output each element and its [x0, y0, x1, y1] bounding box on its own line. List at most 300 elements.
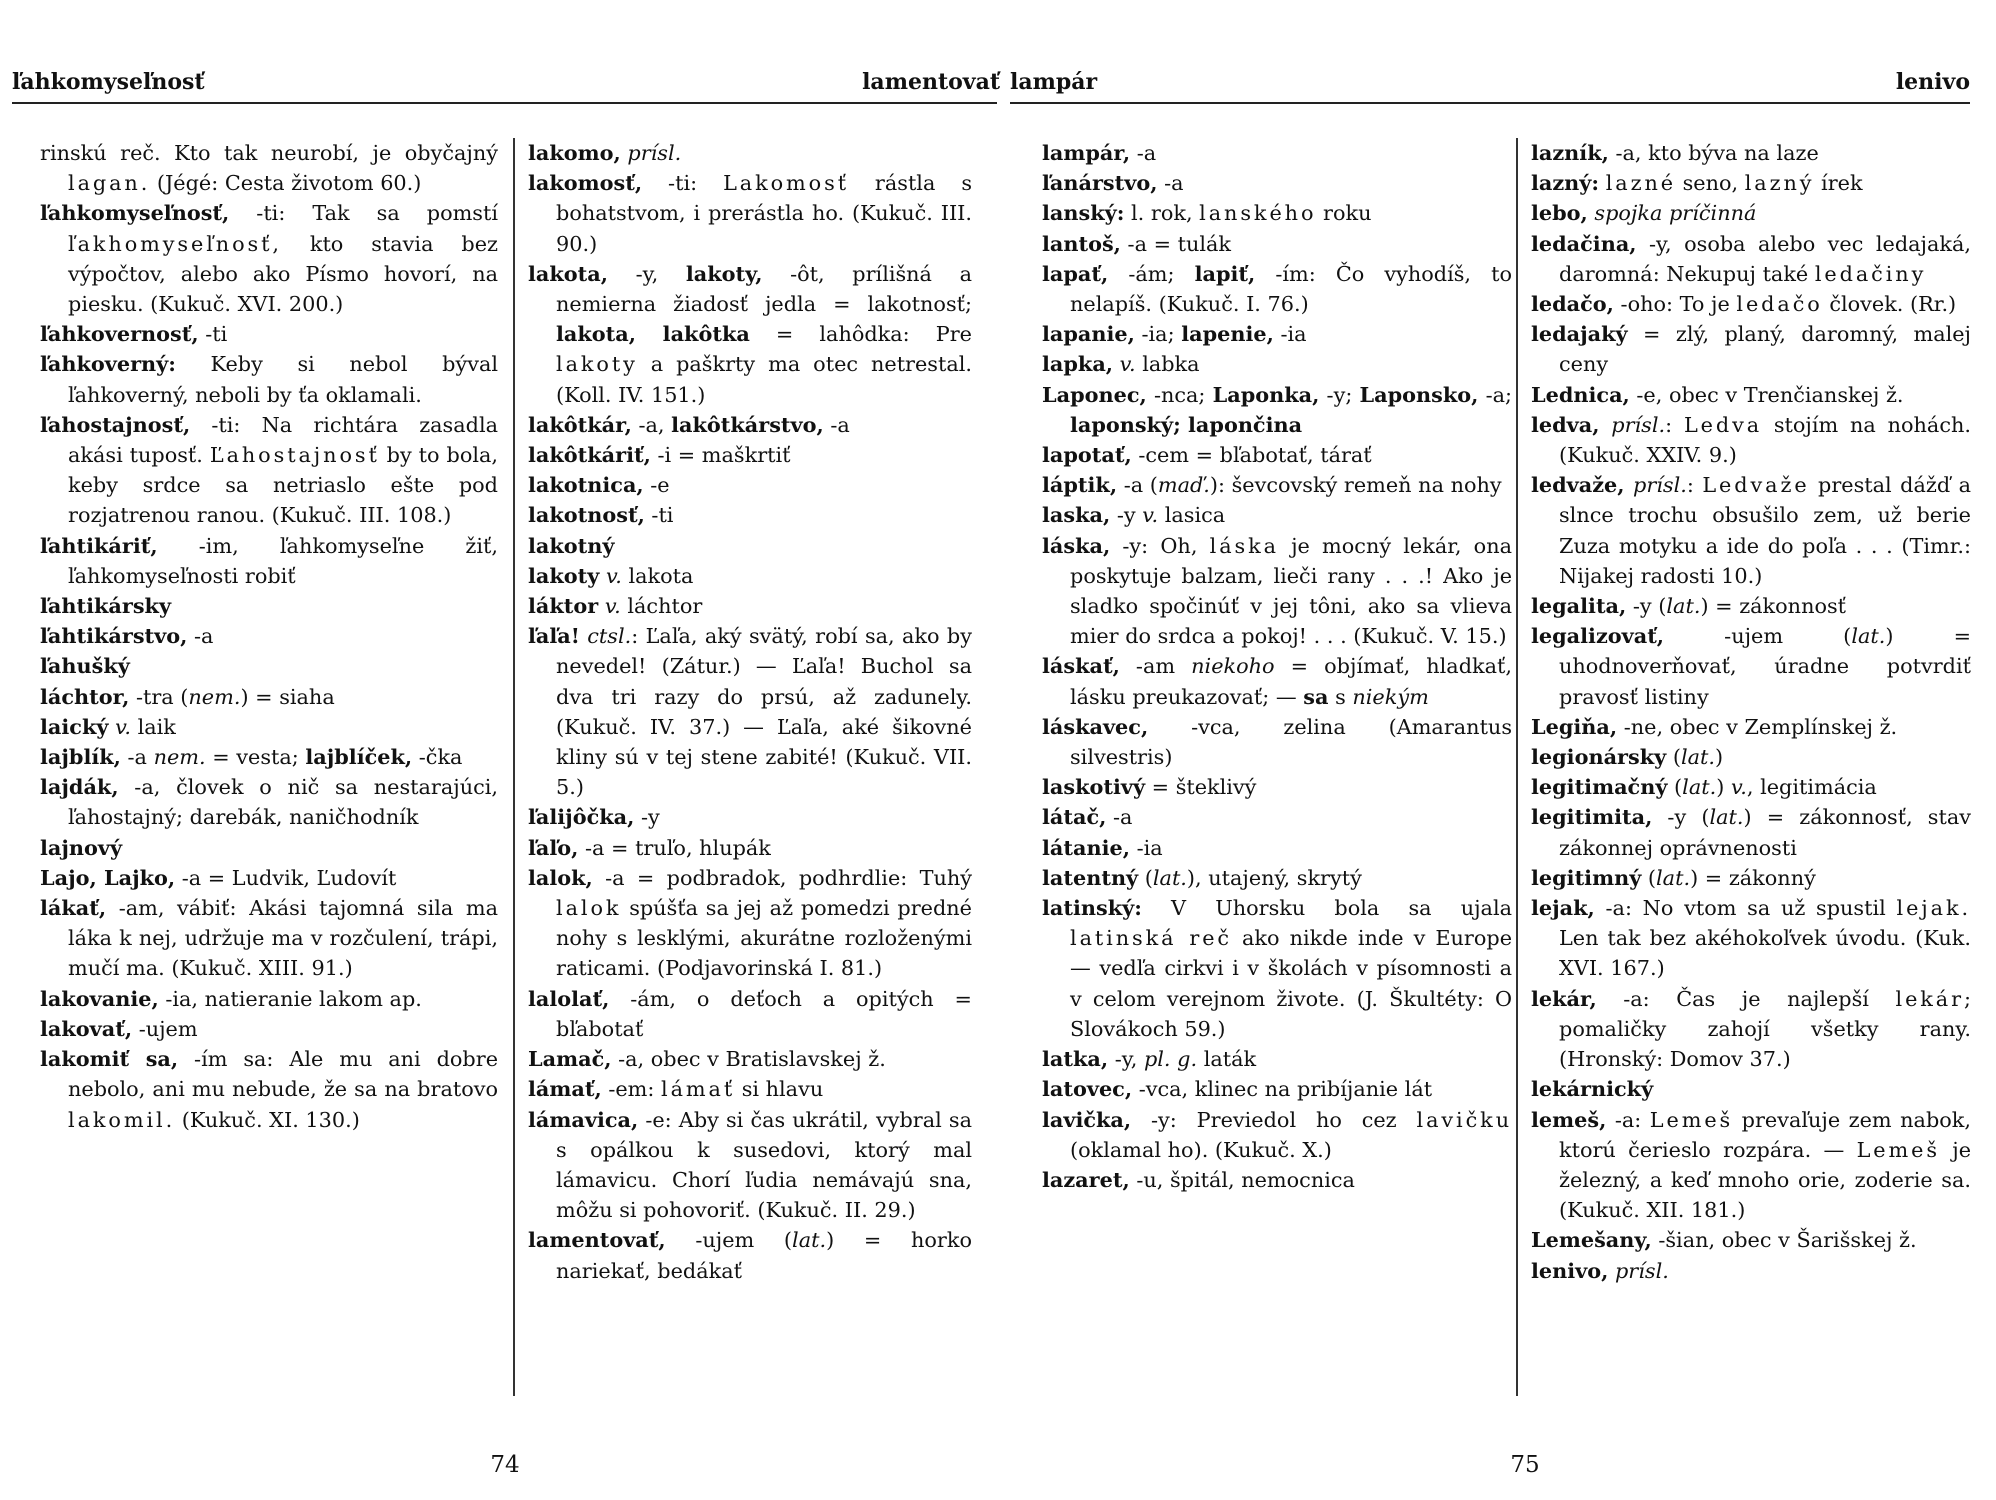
entry-text: l. rok, — [1124, 201, 1200, 226]
running-head-left: lampár — [1010, 69, 1098, 95]
entry-text: : — [1665, 412, 1684, 437]
entry-text: lakota — [621, 563, 694, 588]
dictionary-entry — [528, 138, 972, 168]
entry-text: -y — [1110, 503, 1143, 528]
entry-text: -y ( — [1652, 805, 1710, 830]
entry-grammar-label: lat. — [792, 1228, 827, 1253]
entry-headword: latinský: — [1042, 895, 1142, 921]
dictionary-entry — [528, 531, 972, 561]
entry-grammar-label: lat. — [1666, 594, 1701, 619]
entry-text: -y: Previedol ho cez — [1131, 1107, 1417, 1132]
entry-headword: lajdák, — [40, 774, 119, 800]
entry-headword: lákať, — [40, 895, 107, 921]
entry-subheadword: lakoty, — [685, 260, 763, 286]
entry-subheadword: lapenie, — [1181, 321, 1274, 347]
entry-headword: lantoš, — [1042, 230, 1121, 256]
entry-headword: lakotný — [528, 532, 615, 558]
entry-text: -ujem ( — [1664, 624, 1852, 649]
entry-headword: láktor — [528, 593, 599, 619]
entry-headword: latovec, — [1042, 1076, 1133, 1102]
entry-headword: lámať, — [528, 1076, 602, 1102]
entry-headword: lakota, — [528, 260, 608, 286]
entry-headword: Lajo, Lajko, — [40, 864, 176, 890]
entry-subheadword: sa — [1303, 683, 1329, 709]
entry-headword: legitimačný — [1531, 774, 1668, 800]
entry-headword: ledva, — [1531, 411, 1600, 437]
entry-example-spaced: lagan. — [68, 171, 151, 196]
entry-text — [1113, 352, 1120, 376]
entry-text: , legitimácia — [1746, 775, 1877, 800]
entry-text: rástla s bohatstvom, i prerástla ho. (Kukuč. III. 90.) — [556, 171, 972, 256]
entry-text: -y, — [1108, 1047, 1144, 1072]
dictionary-entry — [528, 561, 972, 591]
entry-headword: lajblík, — [40, 744, 121, 770]
dictionary-entry — [1042, 1074, 1512, 1104]
dictionary-entry — [1042, 440, 1512, 470]
entry-text: -tra ( — [129, 684, 189, 709]
dictionary-entry — [528, 168, 972, 259]
dictionary-entry — [1531, 380, 1971, 410]
entry-example-spaced: lanského — [1199, 201, 1317, 226]
entry-text: ) = zákonnosť, stav zákonnej oprávnenosti — [1559, 805, 1971, 860]
entry-text: -e, obec v Trenčianskej ž. — [1629, 382, 1904, 407]
entry-headword: Lamač, — [528, 1046, 612, 1072]
entry-headword: ľahkomyseľnosť, — [40, 200, 230, 226]
dictionary-column-left — [40, 138, 498, 1135]
dictionary-entry — [1042, 772, 1512, 802]
entry-text: -vca, klinec na pribíjanie lát — [1132, 1077, 1433, 1102]
entry-headword: legalita, — [1531, 593, 1627, 619]
entry-example-spaced: Lemeš — [1856, 1137, 1940, 1162]
entry-text — [1599, 413, 1611, 437]
dictionary-entry — [1531, 802, 1971, 862]
dictionary-entry — [1531, 1225, 1971, 1255]
entry-text: -a, — [631, 412, 672, 437]
entry-headword: lapať, — [1042, 260, 1109, 286]
entry-headword: Lednica, — [1531, 381, 1630, 407]
entry-headword: lanský: — [1042, 200, 1125, 226]
entry-text: -a — [1106, 805, 1133, 830]
dictionary-entry — [40, 319, 498, 349]
entry-headword: láptik, — [1042, 472, 1118, 498]
entry-headword: lakôtkáriť, — [528, 442, 651, 468]
entry-headword: lakomiť sa, — [40, 1046, 179, 1072]
dictionary-entry — [1531, 1074, 1971, 1104]
entry-text: -a — [1130, 141, 1157, 165]
entry-text: Keby si nebol býval ľahkoverný, neboli by ťa oklamali. — [68, 352, 498, 407]
entry-headword: ľahostajnosť, — [40, 411, 191, 437]
entry-headword: lampár, — [1042, 140, 1131, 165]
page-number: 74 — [490, 1452, 520, 1478]
entry-text — [1599, 171, 1606, 195]
entry-grammar-label: nem. — [153, 745, 206, 770]
entry-text — [599, 564, 606, 588]
entry-text: -y — [634, 805, 660, 830]
dictionary-entry — [528, 1074, 972, 1104]
entry-text: je železný, a keď mnoho orie, zoderie sa. (Kukuč. XII. 181.) — [1559, 1137, 1971, 1223]
dictionary-entry — [1531, 863, 1971, 893]
entry-example-spaced: lazné — [1605, 171, 1676, 196]
entry-headword: lámavica, — [528, 1106, 639, 1132]
entry-text: si hlavu — [735, 1077, 824, 1102]
entry-subheadword: lapiť, — [1194, 260, 1256, 286]
entry-text: -a = truľo, hlupák — [578, 835, 771, 860]
dictionary-entry — [1531, 470, 1971, 591]
entry-text: -a ( — [1117, 473, 1158, 498]
entry-text: stojím na nohách. (Kukuč. XXIV. 9.) — [1559, 412, 1971, 468]
entry-headword: lalolať, — [528, 985, 610, 1011]
entry-headword: ľahušký — [40, 653, 130, 679]
dictionary-entry — [1531, 984, 1971, 1075]
entry-text: a paškrty ma otec netrestal. (Koll. IV. 151.) — [556, 352, 972, 407]
entry-text: = objímať, hladkať, lásku preukazovať; — — [1070, 654, 1512, 709]
entry-text: = vesta; — [205, 745, 306, 770]
dictionary-entry — [1042, 712, 1512, 772]
dictionary-entry — [528, 1044, 972, 1074]
entry-text: ) = siaha — [240, 684, 335, 709]
dictionary-entry — [1042, 259, 1512, 319]
running-head-left: ľahkomyseľnosť — [12, 69, 205, 95]
entry-text: -a = tulák — [1120, 231, 1232, 256]
entry-example-spaced: ledačo — [1736, 292, 1823, 317]
entry-text: -a: — [1606, 1107, 1650, 1132]
entry-text: -a: Čas je najlepší — [1596, 986, 1896, 1011]
entry-headword: lenivo, — [1531, 1257, 1609, 1283]
entry-headword: lakotnosť, — [528, 502, 645, 528]
dictionary-entry — [1042, 1044, 1512, 1074]
entry-headword: ľahtikáriť, — [40, 532, 158, 558]
entry-grammar-label: niekým — [1352, 684, 1429, 709]
entry-grammar-label: prísl. — [627, 141, 682, 165]
entry-text: -a = Ludvik, Ľudovít — [175, 865, 397, 890]
dictionary-entry — [1042, 833, 1512, 863]
entry-text: -nca; — [1146, 382, 1213, 407]
entry-headword: lakovanie, — [40, 985, 159, 1011]
dictionary-entry — [1042, 349, 1512, 379]
dictionary-column-right — [528, 138, 972, 1286]
dictionary-entry — [40, 198, 498, 319]
header-rule — [12, 102, 997, 104]
entry-headword: lalok, — [528, 864, 593, 890]
entry-text: seno, — [1675, 171, 1745, 196]
entry-grammar-label: lat. — [1656, 865, 1691, 890]
entry-text: = šteklivý — [1145, 775, 1257, 800]
entry-example-spaced: lejak. — [1896, 896, 1971, 921]
entry-headword: lazaret, — [1042, 1166, 1130, 1192]
dictionary-entry — [40, 1044, 498, 1135]
dictionary-entry — [528, 259, 972, 410]
entry-headword: láskať, — [1042, 653, 1120, 679]
column-divider — [1516, 138, 1518, 1396]
entry-headword: láska, — [1042, 532, 1111, 558]
entry-text: -a — [187, 624, 214, 649]
dictionary-entry — [1531, 621, 1971, 712]
entry-text: -y ( — [1626, 594, 1667, 619]
dictionary-column-right — [1531, 138, 1971, 1286]
entry-headword: lekár, — [1531, 985, 1597, 1011]
entry-text: (Kukuč. XI. 130.) — [175, 1107, 360, 1132]
dictionary-entry — [528, 591, 972, 621]
entry-headword: lazný: — [1531, 170, 1600, 196]
entry-grammar-label: lat. — [1152, 865, 1187, 890]
dictionary-entry — [528, 833, 972, 863]
entry-headword: lazník, — [1531, 140, 1609, 165]
entry-text: ) = horko nariekať, bedákať — [556, 1228, 972, 1283]
dictionary-entry — [40, 712, 498, 742]
entry-text: -i = maškrtiť — [650, 443, 791, 468]
entry-text: -šian, obec v Šarišskej ž. — [1651, 1228, 1917, 1253]
entry-text: -a, obec v Bratislavskej ž. — [611, 1047, 886, 1072]
entry-headword: Laponec, — [1042, 381, 1147, 407]
dictionary-entry — [1531, 168, 1971, 198]
dictionary-entry — [40, 984, 498, 1014]
entry-headword: lakotnica, — [528, 472, 644, 498]
entry-grammar-label: nem. — [188, 684, 241, 709]
entry-headword: ľahtikárstvo, — [40, 623, 188, 649]
right-page — [1010, 0, 1996, 1500]
entry-text: : — [1686, 473, 1703, 498]
dictionary-entry — [1042, 138, 1512, 168]
entry-text: : Ľaľa, aký svätý, robí sa, ako by nevedel! (Zátur.) — Ľaľa! Buchol sa dva tri razy do prsú, až zadunely. (Kukuč. IV. 37.) — Ľaľa, aké šikovné kliny sú v tej stene zabité! (Kukuč. VII. 5.) — [556, 624, 972, 800]
entry-text: ( — [1138, 865, 1153, 890]
entry-text: Len tak bez akéhokoľvek úvodu. (Kuk. XVI. 167.) — [1559, 926, 1971, 981]
entry-text: -im, ľahkomyseľne žiť, ľahkomyseľnosti robiť — [68, 533, 498, 588]
entry-example-spaced: láska — [1209, 533, 1279, 558]
entry-grammar-label: lat. — [1682, 775, 1717, 800]
dictionary-entry — [40, 410, 498, 531]
entry-text: laik — [130, 714, 176, 739]
entry-text: -em: — [601, 1077, 661, 1102]
entry-text: -ti: Na richtára zasadla akási tuposť. — [68, 412, 498, 468]
entry-text: -ia — [1273, 322, 1307, 347]
entry-text: s — [1328, 684, 1353, 709]
entry-headword: lavička, — [1042, 1106, 1132, 1132]
dictionary-entry — [1042, 1165, 1512, 1195]
entry-example-spaced: ľakhomyseľnosť, — [68, 231, 282, 256]
entry-text: -ia, natieranie lakom ap. — [158, 986, 422, 1011]
entry-text: -a, kto býva na laze — [1608, 141, 1819, 165]
dictionary-entry — [1531, 591, 1971, 621]
entry-text: je mocný lekár, ona poskytuje balzam, lieči rany . . .! Ako je sladko spočinúť v jej tôni, ako sa vlieva mier do srdca a pokoj! . . . (Kukuč. V. 15.) — [1070, 533, 1512, 649]
entry-text: -ôt, prílišná a nemierna žiadosť jedla = lakotnosť; — [556, 261, 972, 317]
entry-headword: legionársky — [1531, 744, 1667, 770]
dictionary-entry — [1042, 198, 1512, 228]
entry-headword: lekárnický — [1531, 1076, 1654, 1102]
entry-text: prestal dážď a slnce trochu obsušilo zem, už berie Zuza motyku a ide do poľa . . . (Timr.: Nijakej radosti 10.) — [1559, 473, 1971, 588]
entry-headword: ľahkovernosť, — [40, 321, 199, 347]
dictionary-entry — [528, 470, 972, 500]
dictionary-entry — [40, 1014, 498, 1044]
entry-text: ) — [1716, 775, 1731, 800]
entry-headword: lajnový — [40, 834, 123, 860]
dictionary-entry — [40, 531, 498, 591]
running-head-right: lenivo — [1895, 69, 1970, 95]
dictionary-column-left — [1042, 138, 1512, 1195]
dictionary-entry — [528, 440, 972, 470]
entry-headword: ľaľa! — [528, 623, 580, 649]
dictionary-entry — [528, 863, 972, 984]
entry-text: -ám; — [1108, 261, 1195, 286]
entry-text: človek. (Rr.) — [1822, 292, 1957, 317]
dictionary-entry — [40, 863, 498, 893]
entry-grammar-label: prísl. — [1633, 473, 1687, 498]
entry-headword: lakomosť, — [528, 170, 643, 196]
entry-text: -ti — [644, 503, 674, 528]
entry-headword: látač, — [1042, 804, 1107, 830]
running-head-right: lamentovať — [862, 69, 1000, 95]
entry-grammar-label: pl. g. — [1143, 1047, 1198, 1072]
entry-text: ) = zákonný — [1690, 865, 1816, 890]
entry-headword: lamentovať, — [528, 1227, 666, 1253]
dictionary-entry — [1042, 802, 1512, 832]
entry-text: -čka — [412, 745, 463, 770]
dictionary-entry — [528, 621, 972, 802]
dictionary-entry — [1531, 229, 1971, 289]
entry-grammar-label: prísl. — [1611, 412, 1666, 437]
entry-text: -ia — [1129, 835, 1163, 860]
entry-text: írek — [1814, 171, 1863, 196]
dictionary-entry — [1042, 319, 1512, 349]
entry-text: ( — [1667, 775, 1683, 800]
entry-subheadword: Laponsko, — [1359, 381, 1479, 407]
dictionary-entry — [528, 500, 972, 530]
entry-headword: Lemešany, — [1531, 1227, 1652, 1253]
entry-example-spaced: lámať — [661, 1077, 736, 1102]
dictionary-entry — [40, 591, 498, 621]
entry-example-spaced: ledačiny — [1814, 261, 1927, 286]
entry-text: -a = podbradok, podhrdlie: Tuhý — [592, 865, 972, 890]
entry-text: -ím sa: Ale mu ani dobre nebolo, ani mu nebude, že sa na bratovo — [68, 1047, 498, 1102]
entry-grammar-label: lat. — [1851, 624, 1886, 649]
entry-example-spaced: Ledva — [1683, 412, 1763, 437]
entry-text: -ti: — [642, 171, 724, 196]
dictionary-entry — [1042, 651, 1512, 711]
entry-text: -vca, zelina (Amarantus silvestris) — [1070, 714, 1512, 770]
entry-example-spaced: Ľahostajnosť — [209, 443, 380, 468]
entry-text: -ti — [198, 322, 228, 347]
dictionary-entry — [40, 833, 498, 863]
entry-text: -a — [823, 412, 850, 437]
entry-headword: lejak, — [1531, 895, 1595, 921]
entry-headword: ledajaký — [1531, 321, 1628, 347]
entry-headword: lapotať, — [1042, 442, 1132, 468]
dictionary-entry — [40, 621, 498, 651]
dictionary-entry — [528, 1225, 972, 1285]
entry-text: -y, osoba alebo vec ledajaká, daromná: Nekupuj také — [1559, 231, 1971, 286]
dictionary-entry — [528, 1105, 972, 1226]
header-rule — [1010, 102, 1970, 104]
entry-text — [598, 594, 605, 618]
entry-subheadword: laponský; lapončina — [1070, 411, 1303, 437]
entry-text: -am — [1119, 654, 1192, 679]
dictionary-entry — [1042, 470, 1512, 500]
entry-text: (oklamal ho). (Kukuč. X.) — [1070, 1137, 1332, 1162]
dictionary-entry — [1531, 893, 1971, 984]
entry-text: -a; — [1478, 382, 1512, 407]
entry-text: -cem = bľabotať, tárať — [1131, 443, 1372, 468]
entry-text: = lahôdka: Pre — [749, 322, 972, 347]
entry-example-spaced: lalok — [556, 896, 622, 921]
entry-text: by to bola, keby srdce sa netriaslo ešte pod rozjatrenou ranou. (Kukuč. III. 108.) — [68, 443, 498, 528]
entry-headword: láchtor, — [40, 683, 130, 709]
entry-text: -a: No vtom sa už spustil — [1594, 896, 1897, 921]
entry-grammar-label: v. — [1119, 352, 1136, 377]
entry-headword: lakovať, — [40, 1015, 133, 1041]
entry-grammar-label: niekoho — [1191, 654, 1275, 679]
entry-example-spaced: latinská reč — [1070, 926, 1232, 951]
dictionary-entry — [40, 682, 498, 712]
entry-example-spaced: Lakomosť — [723, 171, 849, 196]
entry-grammar-label: v. — [115, 714, 131, 739]
entry-subheadword: lakôtkárstvo, — [671, 411, 824, 437]
dictionary-entry — [1531, 198, 1971, 228]
entry-grammar-label: v. — [1730, 775, 1747, 800]
entry-text — [1625, 473, 1633, 497]
dictionary-entry — [1531, 319, 1971, 379]
dictionary-entry — [1042, 168, 1512, 198]
entry-text: (Jégé: Cesta životom 60.) — [150, 171, 422, 196]
entry-headword: laska, — [1042, 502, 1111, 528]
entry-text: -a — [1157, 171, 1184, 196]
entry-headword: ledačina, — [1531, 230, 1637, 256]
column-divider — [513, 138, 515, 1396]
entry-text: -e — [643, 473, 670, 498]
entry-text: laták — [1197, 1047, 1257, 1072]
dictionary-entry — [40, 651, 498, 681]
entry-text: ( — [1666, 745, 1681, 770]
dictionary-entry — [1531, 1256, 1971, 1286]
entry-headword: latka, — [1042, 1046, 1109, 1072]
entry-text: roku — [1316, 201, 1372, 226]
entry-grammar-label: v. — [1142, 503, 1159, 528]
dictionary-entry — [1042, 229, 1512, 259]
dictionary-entry — [40, 138, 498, 198]
entry-headword: látanie, — [1042, 834, 1130, 860]
entry-headword: ledvaže, — [1531, 472, 1625, 498]
dictionary-entry — [1531, 138, 1971, 168]
entry-text: ) = uhodnoverňovať, úradne potvrdiť pravosť listiny — [1559, 624, 1972, 709]
dictionary-entry — [528, 984, 972, 1044]
entry-headword: legitimita, — [1531, 804, 1653, 830]
entry-headword: lemeš, — [1531, 1106, 1607, 1132]
entry-headword: ľanárstvo, — [1042, 170, 1158, 196]
dictionary-entry — [1531, 1105, 1971, 1226]
entry-text: -ím: Čo vyhodíš, to nelapíš. (Kukuč. I. 76.) — [1070, 261, 1513, 317]
entry-headword: Legiňa, — [1531, 713, 1618, 739]
entry-subheadword: lakota, lakôtka — [556, 321, 750, 347]
entry-text: = zlý, planý, daromný, malej ceny — [1559, 322, 1971, 377]
entry-headword: ľahkoverný: — [40, 351, 176, 377]
entry-text: -ti: Tak sa pomstí — [229, 201, 498, 226]
entry-headword: ledačo, — [1531, 291, 1614, 317]
entry-headword: ľalijôčka, — [528, 804, 635, 830]
entry-text: lasica — [1158, 503, 1226, 528]
entry-text: -a, človek o nič sa nestarajúci, ľahostajný; darebák, naničhodník — [68, 775, 498, 830]
entry-headword: legitimný — [1531, 864, 1642, 890]
entry-headword: latentný — [1042, 864, 1139, 890]
entry-grammar-label: maď. — [1157, 473, 1210, 498]
entry-text: -ujem — [132, 1016, 198, 1041]
entry-text: labka — [1135, 352, 1200, 377]
entry-text: -a — [120, 745, 154, 770]
dictionary-entry — [1042, 380, 1512, 440]
entry-headword: lakomo, — [528, 140, 621, 165]
entry-text — [1608, 1259, 1615, 1283]
entry-headword: lapka, — [1042, 351, 1114, 377]
entry-text: -u, špitál, nemocnica — [1129, 1167, 1355, 1192]
dictionary-entry — [528, 410, 972, 440]
entry-subheadword: Laponka, — [1212, 381, 1320, 407]
